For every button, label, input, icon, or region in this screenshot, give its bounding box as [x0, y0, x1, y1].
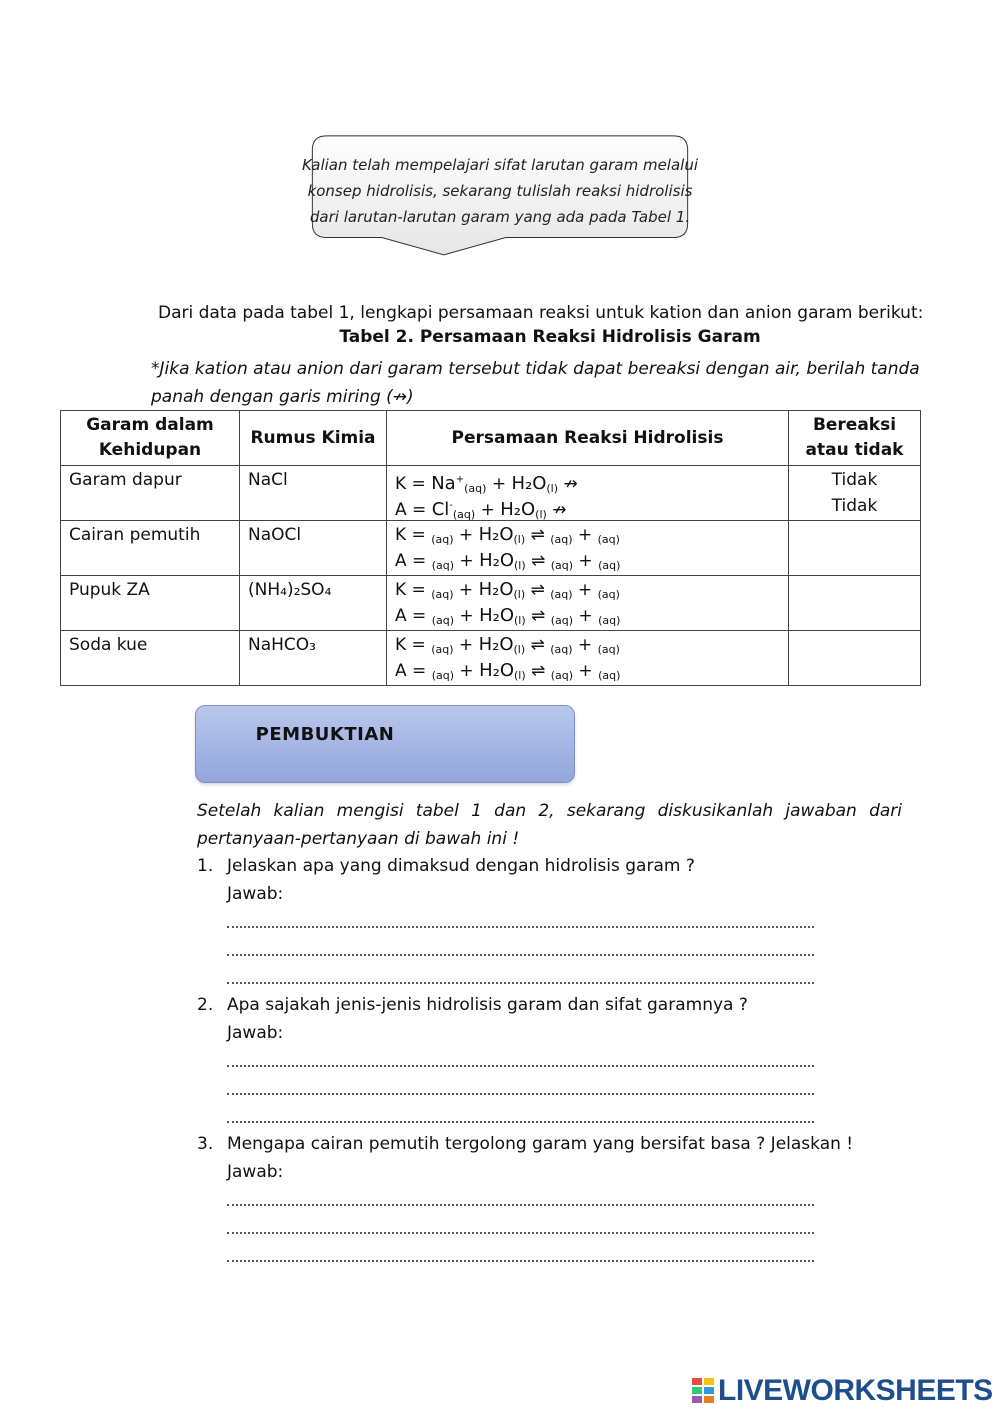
header-garam: Garam dalam Kehidupan [61, 411, 240, 466]
intro-text: Dari data pada tabel 1, lengkapi persamaan reaksi untuk kation dan anion garam berikut: [158, 303, 924, 323]
anion-equation[interactable]: $A = _{(aq)} + H_2O_{(l)}$ ⇌ $_{(aq)}$ + $_{(aq)}$ [395, 605, 621, 627]
salt-name: Soda kue [61, 631, 240, 686]
table-row [61, 466, 921, 521]
salt-name: Cairan pemutih [61, 521, 240, 576]
reacts-answer: Tidak [831, 470, 878, 490]
answer-label: Jawab: [227, 884, 284, 904]
answer-line[interactable] [227, 982, 814, 984]
header-persamaan: Persamaan Reaksi Hidrolisis [387, 411, 789, 466]
anion-equation: $A = Cl^-_{(aq)} + H_2O_{(l)}$ ↛ [395, 499, 567, 521]
salt-formula: NaHCO₃ [240, 631, 387, 686]
hydrolysis-table [60, 410, 921, 686]
reaction-equations [387, 576, 789, 631]
salt-name: Pupuk ZA [61, 576, 240, 631]
answer-label: Jawab: [227, 1162, 284, 1182]
bubble-line: dari larutan-larutan garam yang ada pada Tabel 1. [309, 208, 691, 226]
liveworksheets-logo-text: LIVEWORKSHEETS [718, 1374, 993, 1407]
answer-line[interactable] [227, 926, 814, 928]
anion-equation[interactable]: $A = _{(aq)} + H_2O_{(l)}$ ⇌ $_{(aq)}$ + $_{(aq)}$ [395, 550, 621, 572]
table-header-row [61, 411, 921, 466]
bubble-text [290, 152, 710, 230]
answer-line[interactable] [227, 1260, 814, 1262]
question-2: 2. Apa sajakah jenis-jenis hidrolisis garam dan sifat garamnya ? [197, 995, 748, 1015]
anion-equation[interactable]: $A = _{(aq)} + H_2O_{(l)}$ ⇌ $_{(aq)}$ + $_{(aq)}$ [395, 660, 621, 682]
reacts-cell[interactable] [789, 521, 921, 576]
pembuktian-label: PEMBUKTIAN [255, 724, 395, 745]
cation-equation: $K = Na^+_{(aq)} + H_2O_{(l)}$ ↛ [395, 473, 578, 495]
answer-label: Jawab: [227, 1023, 284, 1043]
salt-formula: NaCl [240, 466, 387, 521]
bubble-line: konsep hidrolisis, sekarang tulislah reaksi hidrolisis [307, 182, 693, 200]
reacts-cell [789, 466, 921, 521]
table-title: Tabel 2. Persamaan Reaksi Hidrolisis Garam [339, 327, 761, 347]
answer-line[interactable] [227, 1121, 814, 1123]
answer-line[interactable] [227, 954, 814, 956]
question-3: 3. Mengapa cairan pemutih tergolong garam yang bersifat basa ? Jelaskan ! [197, 1134, 854, 1154]
header-bereaksi: Bereaksi atau tidak [789, 411, 921, 466]
reaction-equations [387, 631, 789, 686]
salt-formula: NaOCl [240, 521, 387, 576]
bubble-line: Kalian telah mempelajari sifat larutan garam melalui [301, 156, 699, 174]
liveworksheets-logo [692, 1374, 993, 1408]
instruction-note: *Jika kation atau anion dari garam tersebut tidak dapat bereaksi dengan air, berilah tanda panah dengan garis miring (↛) [151, 359, 920, 407]
cation-equation[interactable]: $K = _{(aq)} + H_2O_{(l)}$ ⇌ $_{(aq)}$ + $_{(aq)}$ [395, 579, 620, 601]
reacts-cell[interactable] [789, 576, 921, 631]
cation-equation[interactable]: $K = _{(aq)} + H_2O_{(l)}$ ⇌ $_{(aq)}$ + $_{(aq)}$ [395, 634, 620, 656]
liveworksheets-logo-icon [692, 1378, 714, 1404]
answer-line[interactable] [227, 1204, 814, 1206]
reaction-equations [387, 521, 789, 576]
reaction-equations [387, 466, 789, 521]
salt-formula: (NH₄)₂SO₄ [240, 576, 387, 631]
table-row [61, 576, 921, 631]
reacts-answer: Tidak [831, 496, 878, 516]
table-row [61, 631, 921, 686]
answer-line[interactable] [227, 1232, 814, 1234]
answer-line[interactable] [227, 1065, 814, 1067]
table-row [61, 521, 921, 576]
salt-name: Garam dapur [61, 466, 240, 521]
cation-equation[interactable]: $K = _{(aq)} + H_2O_{(l)}$ ⇌ $_{(aq)}$ + $_{(aq)}$ [395, 524, 620, 546]
question-1: 1. Jelaskan apa yang dimaksud dengan hidrolisis garam ? [197, 856, 695, 876]
header-rumus: Rumus Kimia [240, 411, 387, 466]
discussion-intro: Setelah kalian mengisi tabel 1 dan 2, sekarang diskusikanlah jawaban dari pertanyaan-pertanyaan di bawah ini ! [197, 801, 902, 849]
reacts-cell[interactable] [789, 631, 921, 686]
answer-line[interactable] [227, 1093, 814, 1095]
